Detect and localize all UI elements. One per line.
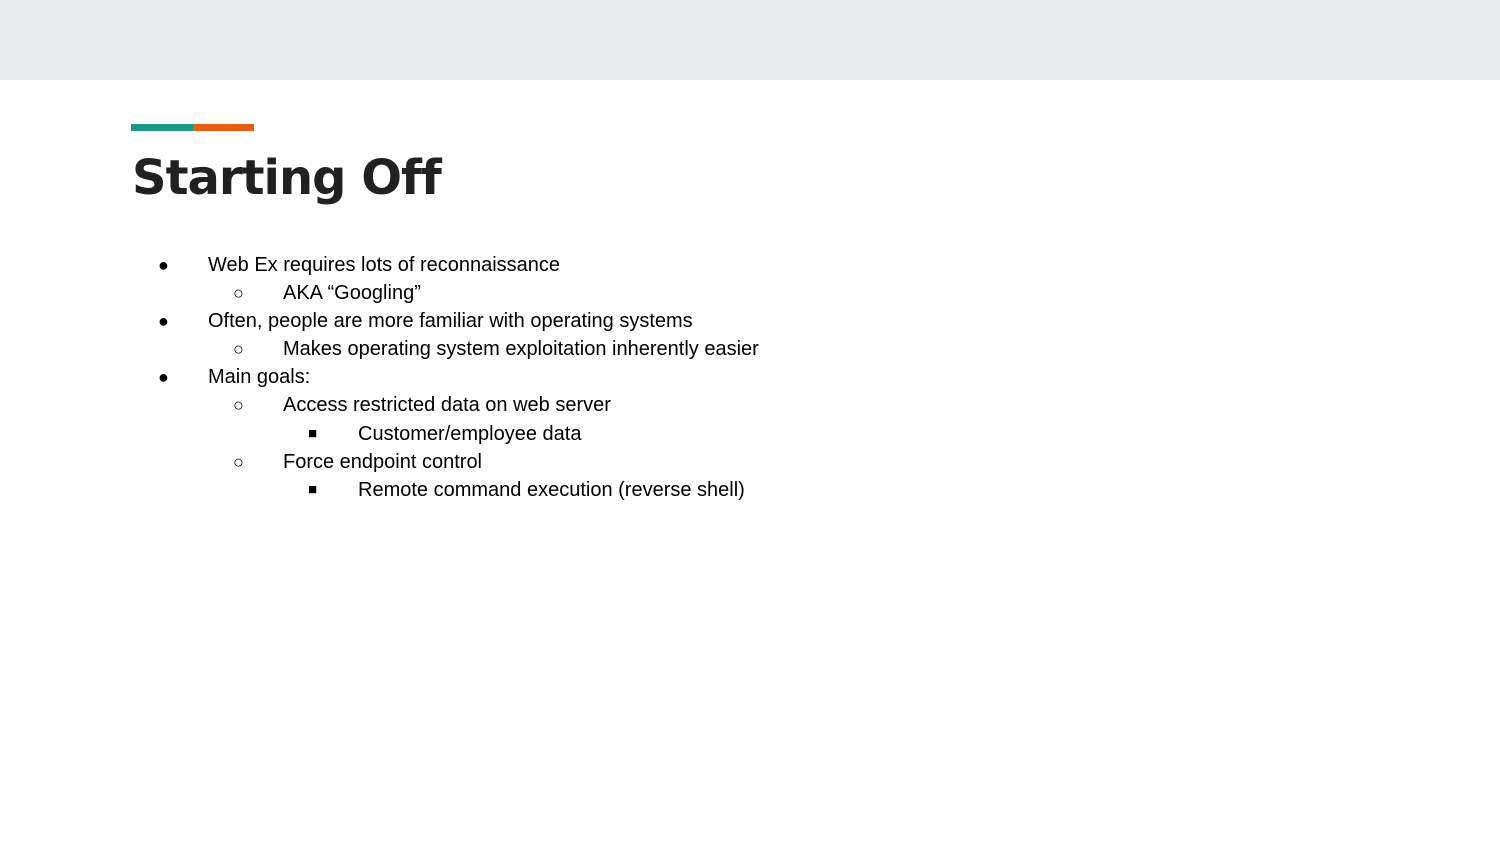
bullet-marker: ● (158, 255, 169, 275)
bullet-marker: ○ (233, 451, 244, 472)
accent-teal-segment (131, 124, 193, 131)
bullet-text: Customer/employee data (358, 422, 582, 445)
bullet-item (0, 391, 1500, 419)
bullet-text: AKA “Googling” (283, 282, 421, 305)
bullet-marker: ○ (233, 395, 244, 416)
bullet-item (0, 420, 1500, 448)
bullet-item (0, 335, 1500, 363)
bullet-item (0, 476, 1500, 504)
bullet-item (0, 279, 1500, 307)
bullet-text: Remote command execution (reverse shell) (358, 478, 745, 501)
header-band (0, 0, 1500, 80)
bullet-text: Makes operating system exploitation inherently easier (283, 338, 759, 361)
bullet-item (0, 307, 1500, 335)
bullet-list (0, 251, 1500, 504)
bullet-marker: ■ (308, 480, 318, 498)
bullet-marker: ○ (233, 339, 244, 360)
bullet-text: Web Ex requires lots of reconnaissance (208, 254, 561, 276)
title-accent-bar (131, 124, 254, 131)
bullet-text: Often, people are more familiar with operating systems (208, 310, 693, 333)
bullet-text: Force endpoint control (283, 450, 483, 473)
bullet-marker: ○ (233, 283, 244, 304)
bullet-text: Main goals: (208, 366, 311, 389)
bullet-marker: ■ (308, 424, 318, 442)
bullet-item (0, 363, 1500, 391)
accent-orange-segment (193, 124, 255, 131)
slide-title: Starting Off (132, 150, 441, 206)
bullet-marker: ● (158, 367, 169, 388)
bullet-item (0, 251, 1500, 279)
bullet-item (0, 448, 1500, 476)
bullet-marker: ● (158, 311, 169, 332)
bullet-text: Access restricted data on web server (283, 394, 611, 417)
